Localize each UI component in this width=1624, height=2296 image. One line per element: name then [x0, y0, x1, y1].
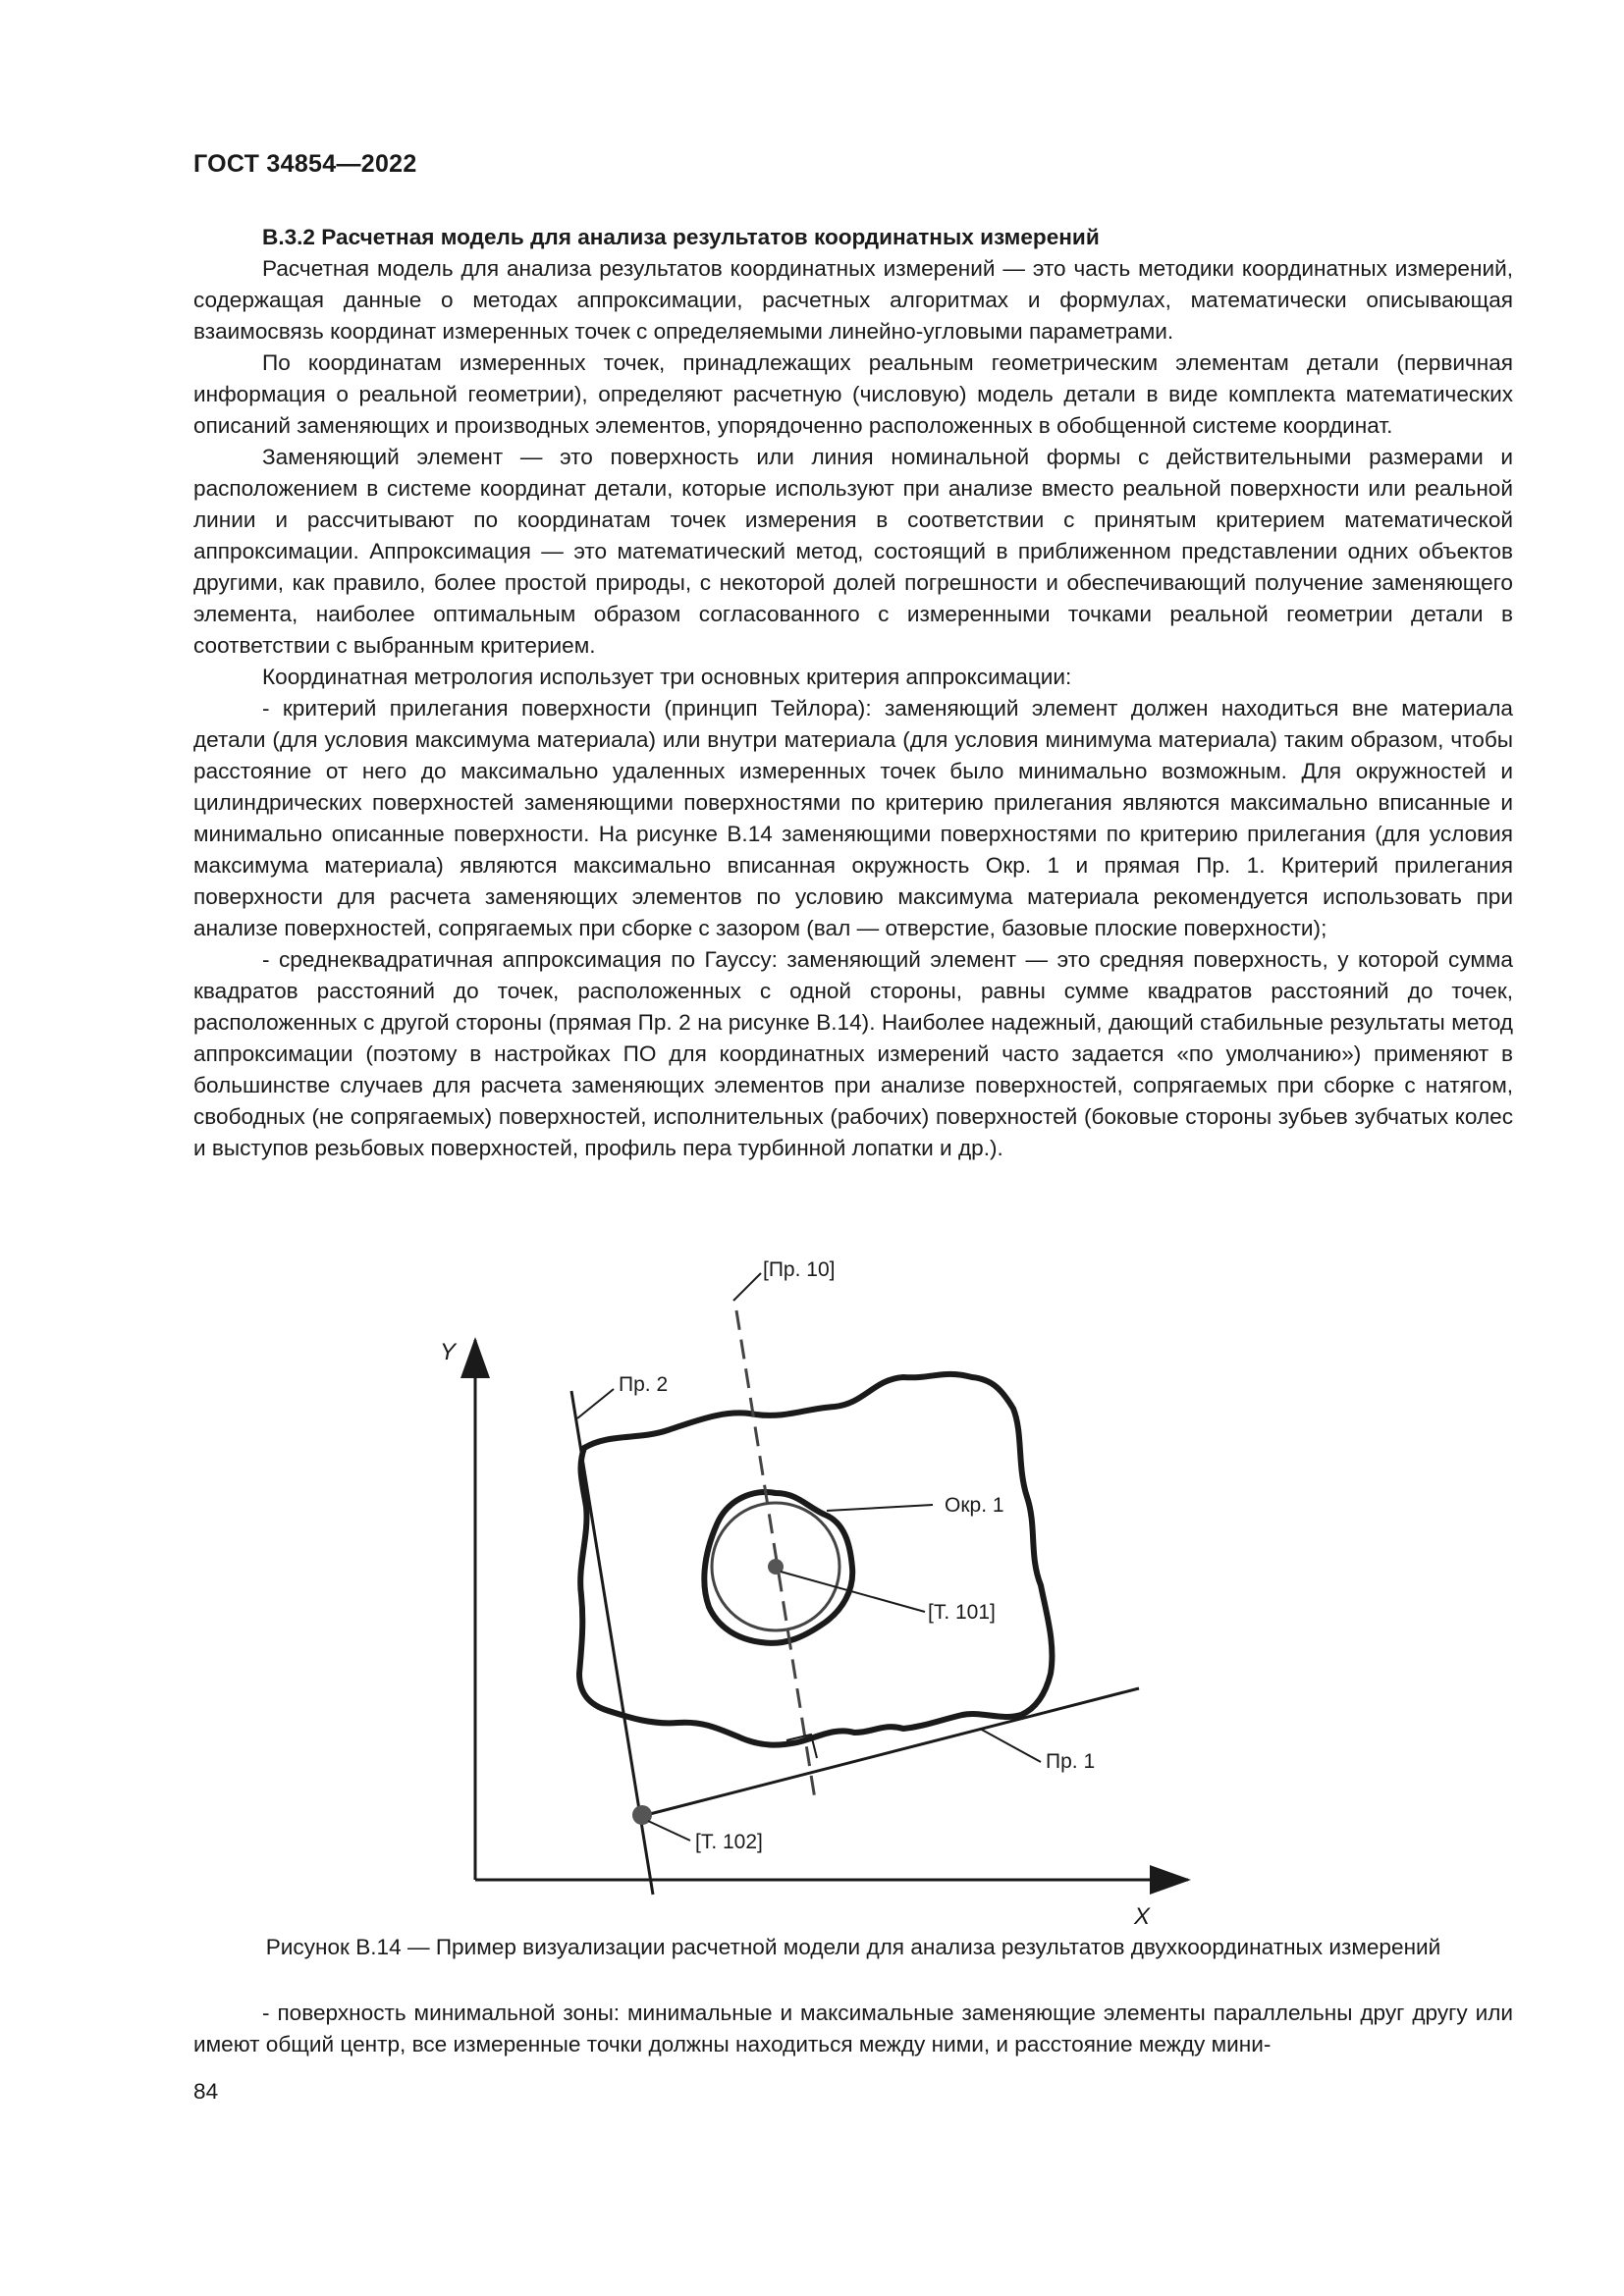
- label-pr10: [Пр. 10]: [763, 1258, 836, 1281]
- leader-pr10: [733, 1273, 761, 1301]
- y-axis-label: Y: [440, 1339, 457, 1365]
- label-okr1: Окр. 1: [945, 1494, 1004, 1517]
- body-text: [193, 222, 1513, 1164]
- figure-caption: Рисунок В.14 — Пример визуализации расчетной модели для анализа результатов двухкоординатных измерений: [265, 1935, 1441, 1959]
- label-pr2: Пр. 2: [619, 1373, 669, 1396]
- list-item: - критерий прилегания поверхности (принцип Тейлора): заменяющий элемент должен находиться вне материала детали (для условия максимума материала) или внутри материала (для условия минимума материала) таким образом, чтобы расстояние от него до максимально удаленных измеренных точек было минимально возможным. Для окружностей и цилиндрических поверхностей заменяющими поверхностями по критерию прилегания являются максимально вписанные и минимально описанные поверхности. На рисунке В.14 заменяющими поверхностями по критерию прилегания (для условия максимума материала) являются максимально вписанная окружность Окр. 1 и прямая Пр. 1. Критерий прилегания поверхности для расчета заменяющих элементов по условию максимума материала рекомендуется использовать при анализе поверхностей, сопрягаемых при сборке с зазором (вал — отверстие, базовые плоские поверхности);: [193, 696, 1513, 940]
- paragraph: По координатам измеренных точек, принадлежащих реальным геометрическим элементам детали (первичная информация о реальной геометрии), определяют расчетную (числовую) модель детали в виде комплекта математических описаний заменяющих и производных элементов, упорядоченно расположенных в обобщенной системе координат.: [193, 350, 1513, 438]
- x-axis-label: X: [1134, 1903, 1151, 1930]
- perpendicular-line-pr10: [736, 1310, 815, 1799]
- paragraph: Заменяющий элемент — это поверхность или линия номинальной формы с действительными размерами и расположением в системе координат детали, которые используют при анализе вместо реальной поверхности или реальной линии и рассчитывают по координатам точек измерения в соответствии с принятым критерием математической аппроксимации. Аппроксимация — это математический метод, состоящий в приближенном представлении одних объектов другими, как правило, более простой природы, с некоторой долей погрешности и обеспечивающий получение заменяющего элемента, наиболее оптимальным образом согласованного с измеренными точками реальной геометрии детали в соответствии с выбранным критерием.: [193, 445, 1513, 658]
- list-item: - поверхность минимальной зоны: минимальные и максимальные заменяющие элементы параллельны друг другу или имеют общий центр, все измеренные точки должны находиться между ними, и расстояние между мини-: [193, 2001, 1513, 2056]
- section-heading: В.3.2 Расчетная модель для анализа результатов координатных измерений: [262, 225, 1100, 249]
- paragraph: Расчетная модель для анализа результатов координатных измерений — это часть методики координатных измерений, содержащая данные о методах аппроксимации, расчетных алгоритмах и формулах, математически описывающая взаимосвязь координат измеренных точек с определяемыми линейно-угловыми параметрами.: [193, 256, 1513, 344]
- leader-t102: [648, 1821, 690, 1841]
- document-header: ГОСТ 34854—2022: [193, 150, 417, 178]
- label-t101: [Т. 101]: [928, 1601, 996, 1624]
- label-t102: [Т. 102]: [695, 1831, 763, 1853]
- list-item: - среднеквадратичная аппроксимация по Гауссу: заменяющий элемент — это средняя поверхность, у которой сумма квадратов расстояний до точек, расположенных с одной стороны, равны сумме квадратов расстояний до точек, расположенных с другой стороны (прямая Пр. 2 на рисунке В.14). Наиболее надежный, дающий стабильные результаты метод аппроксимации (поэтому в настройках ПО для координатных измерений часто задается «по умолчанию») применяют в большинстве случаев для расчета заменяющих элементов при анализе поверхностей, сопрягаемых при сборке с натягом, свободных (не сопрягаемых) поверхностей, исполнительных (рабочих) поверхностей (боковые стороны зубьев зубчатых колес и выступов резьбовых поверхностей, профиль пера турбинной лопатки и др.).: [193, 947, 1513, 1160]
- continuation-text: [193, 1998, 1513, 2060]
- leader-okr1: [827, 1505, 933, 1511]
- page-number: 84: [193, 2079, 219, 2104]
- measured-outer-profile: [579, 1374, 1052, 1745]
- leader-pr1: [980, 1729, 1041, 1762]
- leader-pr2: [577, 1389, 614, 1418]
- label-pr1: Пр. 1: [1046, 1750, 1096, 1773]
- figure-b14: [412, 1258, 1218, 1930]
- approximation-diagram: [412, 1258, 1218, 1930]
- paragraph: Координатная метрология использует три основных критерия аппроксимации:: [262, 665, 1072, 689]
